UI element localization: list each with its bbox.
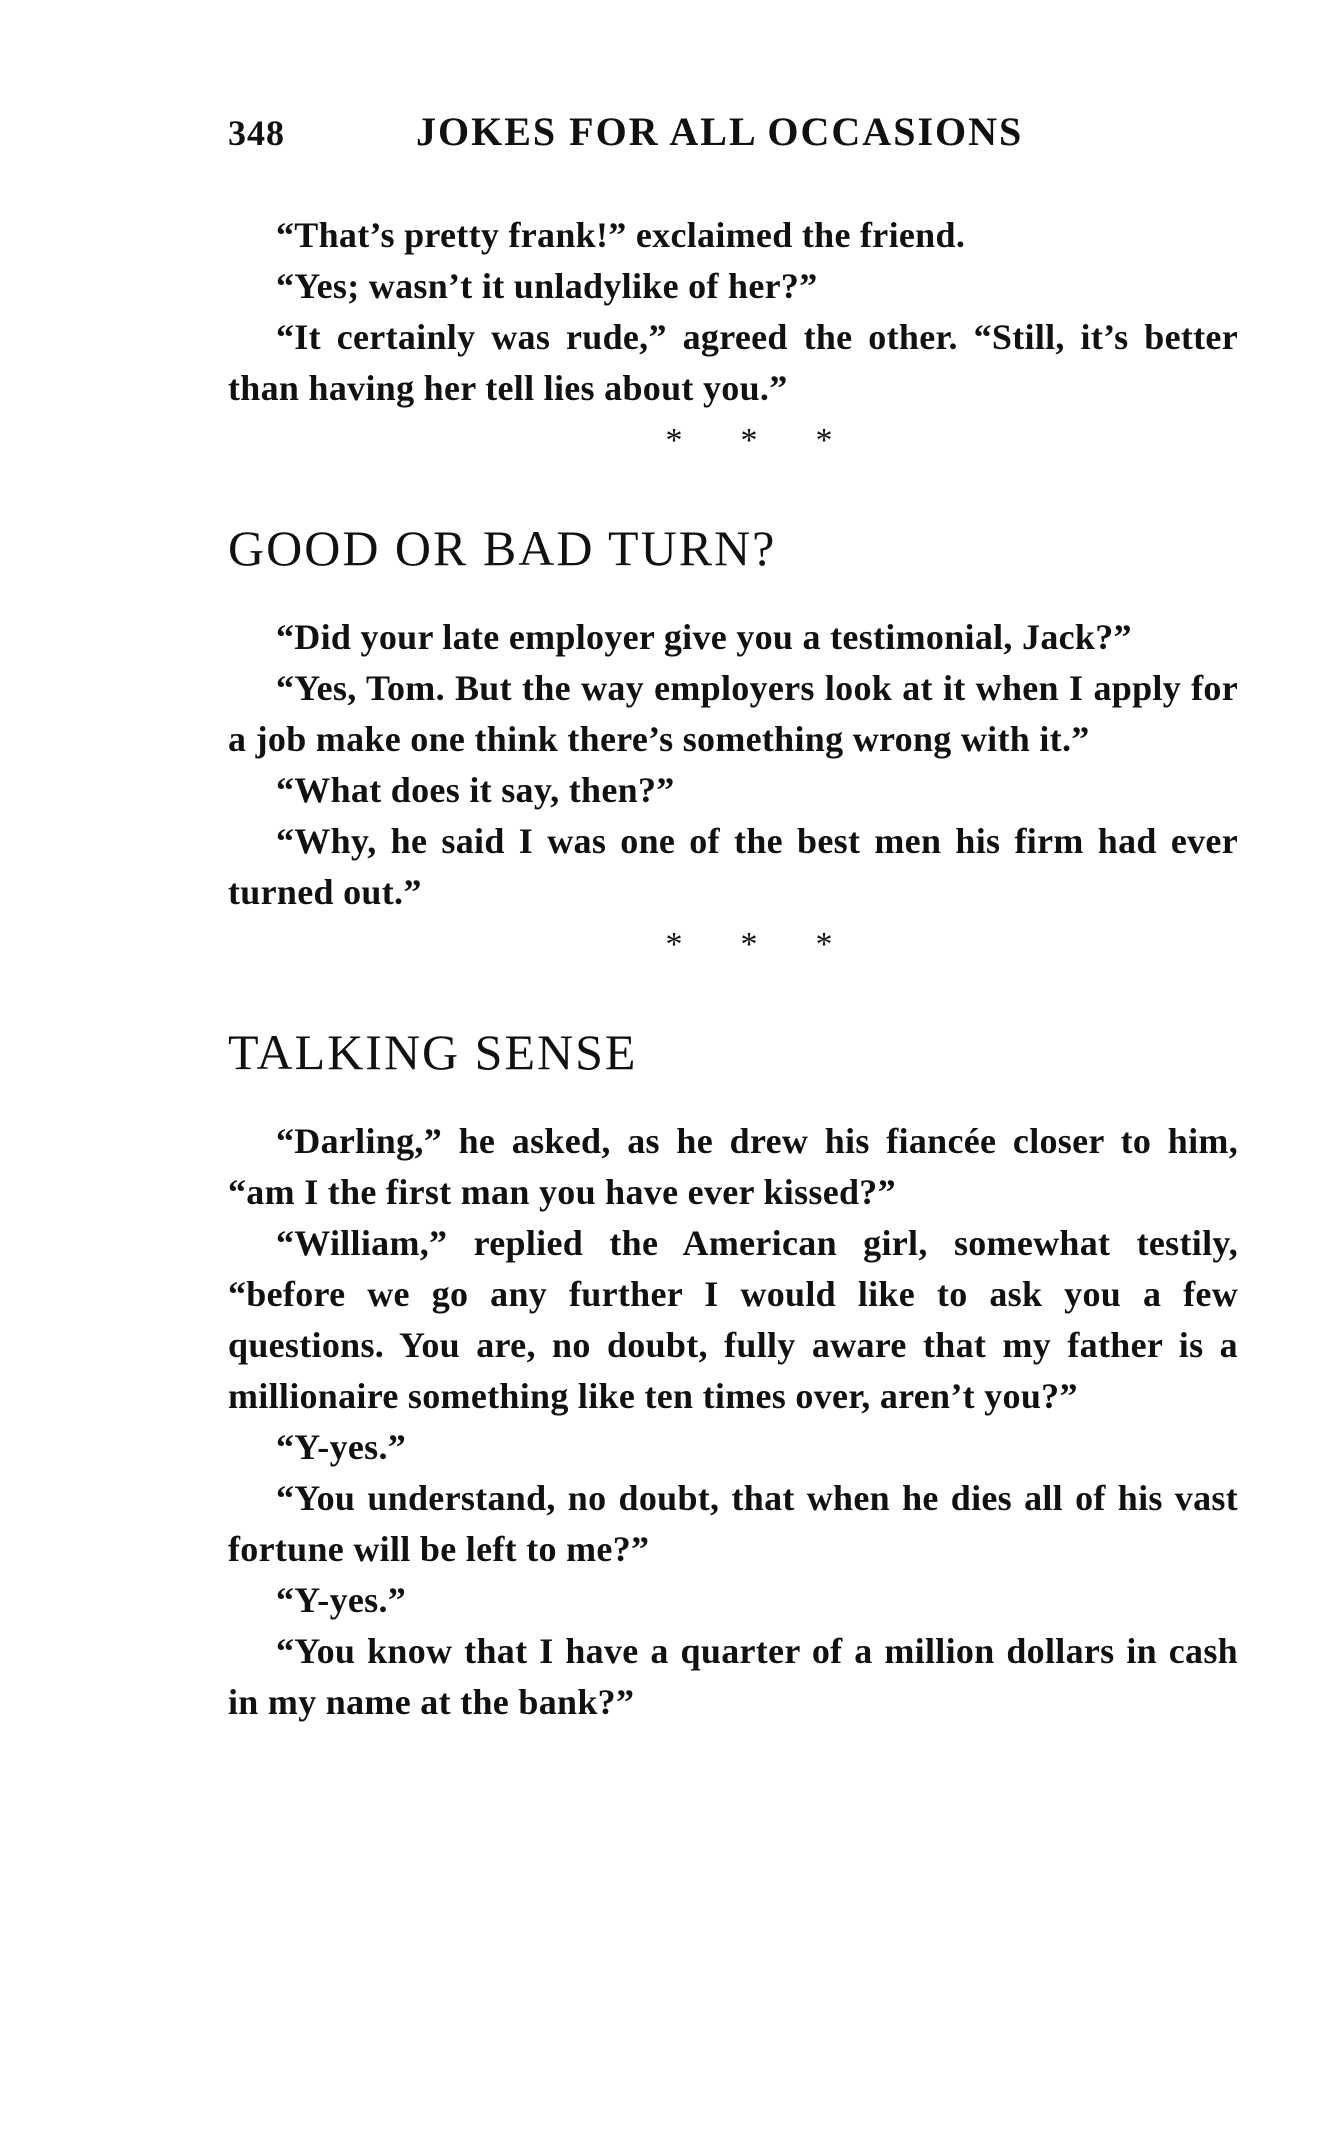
section-heading: GOOD OR BAD TURN? bbox=[228, 520, 777, 576]
paragraph: “It certainly was rude,” agreed the other. “Still, it’s better than having her tell lies about you.” bbox=[228, 317, 1238, 408]
page-number: 348 bbox=[228, 113, 285, 153]
book-title: JOKES FOR ALL OCCASIONS bbox=[416, 109, 1024, 154]
paragraph: “You understand, no doubt, that when he dies all of his vast fortune will be left to me?” bbox=[228, 1478, 1238, 1569]
section-separator bbox=[228, 414, 1238, 468]
paragraph: “Did your late employer give you a testimonial, Jack?” bbox=[276, 617, 1132, 657]
paragraph: “That’s pretty frank!” exclaimed the friend. bbox=[276, 215, 966, 255]
asterisk: * bbox=[665, 422, 683, 459]
paragraph: “Y-yes.” bbox=[276, 1427, 407, 1467]
paragraph: “William,” replied the American girl, somewhat testily, “before we go any further I would like to ask you a few questions. You are, no doubt, fully aware that my father is a millionaire something like ten times over, aren’t you?” bbox=[228, 1223, 1238, 1416]
asterisk: * bbox=[740, 422, 758, 459]
paragraph: “Darling,” he asked, as he drew his fiancée closer to him, “am I the first man you have ever kissed?” bbox=[228, 1121, 1238, 1212]
paragraph: “Yes, Tom. But the way employers look at it when I apply for a job make one think there’s something wrong with it.” bbox=[228, 668, 1238, 759]
book-page bbox=[228, 100, 1238, 1728]
asterisk: * bbox=[815, 926, 833, 963]
paragraph: “Yes; wasn’t it unladylike of her?” bbox=[276, 266, 818, 306]
asterisk: * bbox=[665, 926, 683, 963]
paragraph: “Y-yes.” bbox=[276, 1580, 407, 1620]
paragraph: “What does it say, then?” bbox=[276, 770, 675, 810]
section-heading: TALKING SENSE bbox=[228, 1024, 638, 1080]
asterisk: * bbox=[740, 926, 758, 963]
paragraph: “You know that I have a quarter of a million dollars in cash in my name at the bank?” bbox=[228, 1631, 1238, 1722]
asterisk: * bbox=[815, 422, 833, 459]
running-head bbox=[228, 100, 1238, 160]
paragraph: “Why, he said I was one of the best men his firm had ever turned out.” bbox=[228, 821, 1238, 912]
intro-text bbox=[228, 210, 1238, 414]
section-separator bbox=[228, 918, 1238, 972]
section-body bbox=[228, 1116, 1238, 1728]
section-body bbox=[228, 612, 1238, 918]
